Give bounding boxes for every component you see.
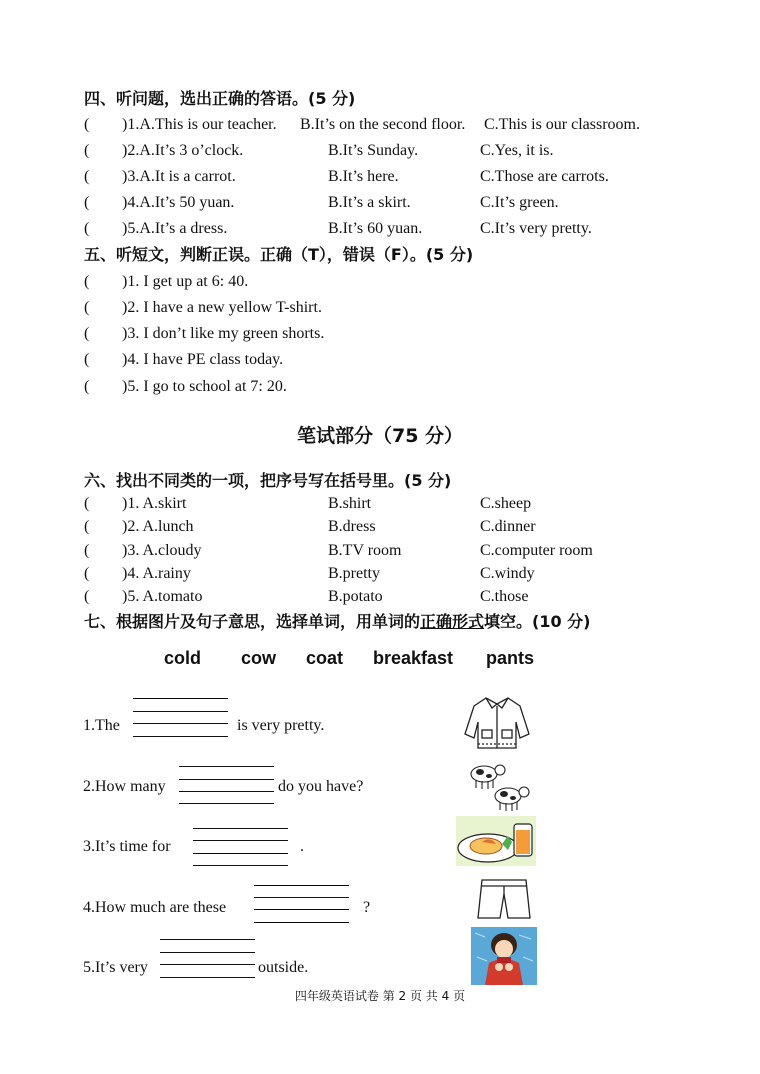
answer-bracket[interactable]: (: [84, 194, 90, 211]
breakfast-picture: [456, 816, 536, 866]
option-c: C.those: [480, 588, 529, 605]
answer-bracket[interactable]: (: [84, 273, 90, 290]
writing-line: [254, 897, 349, 898]
option-c: C.It’s green.: [480, 194, 559, 211]
section-4-heading: 四、听问题，选出正确的答语。(5 分): [84, 89, 356, 108]
section-6-heading: 六、找出不同类的一项，把序号写在括号里。(5 分): [84, 471, 452, 490]
writing-line[interactable]: [160, 964, 255, 965]
section-7-heading: [84, 612, 591, 632]
answer-bracket[interactable]: (: [84, 325, 90, 342]
answer-bracket[interactable]: (: [84, 116, 90, 133]
word-pants: pants: [486, 648, 535, 668]
writing-line: [160, 952, 255, 953]
statement-text: )4. I have PE class today.: [122, 351, 284, 368]
writing-line[interactable]: [179, 779, 274, 780]
fill-3-prefix: 3.It’s time for: [83, 838, 171, 855]
option-b: B.potato: [328, 588, 383, 605]
option-a: )2.A.It’s 3 o’clock.: [122, 142, 244, 159]
writing-line: [193, 828, 288, 829]
writing-line: [254, 922, 349, 923]
option-b: B.dress: [328, 518, 376, 535]
fill-4-prefix: 4.How much are these: [83, 899, 227, 916]
fill-5-prefix: 5.It’s very: [83, 959, 148, 976]
option-a: )4.A.It’s 50 yuan.: [122, 194, 235, 211]
statement-text: )2. I have a new yellow T-shirt.: [122, 299, 322, 316]
answer-bracket[interactable]: (: [84, 565, 90, 582]
statement-text: )5. I go to school at 7: 20.: [122, 378, 287, 395]
writing-line: [133, 736, 228, 737]
answer-bracket[interactable]: (: [84, 495, 90, 512]
option-c: C.This is our classroom.: [484, 116, 640, 133]
answer-bracket[interactable]: (: [84, 351, 90, 368]
word-breakfast: breakfast: [373, 648, 454, 668]
option-c: C.dinner: [480, 518, 536, 535]
word-coat: coat: [306, 648, 344, 668]
option-a: )5. A.tomato: [122, 588, 203, 605]
answer-bracket[interactable]: (: [84, 168, 90, 185]
writing-line: [179, 766, 274, 767]
word-cow: cow: [241, 648, 277, 668]
fill-2-prefix: 2.How many: [83, 778, 166, 795]
option-a: )3. A.cloudy: [122, 542, 202, 559]
answer-bracket[interactable]: (: [84, 518, 90, 535]
option-b: B.TV room: [328, 542, 402, 559]
pants-picture: [476, 876, 532, 922]
writing-line: [193, 853, 288, 854]
fill-4-suffix: ?: [363, 899, 371, 916]
answer-bracket[interactable]: (: [84, 378, 90, 395]
option-b: B.It’s Sunday.: [328, 142, 419, 159]
page-footer: 四年级英语试卷 第 2 页 共 4 页: [294, 989, 466, 1003]
writing-line: [133, 698, 228, 699]
option-a: )3.A.It is a carrot.: [122, 168, 236, 185]
option-c: C.computer room: [480, 542, 593, 559]
answer-bracket[interactable]: (: [84, 220, 90, 237]
writing-line[interactable]: [193, 840, 288, 841]
option-b: B.It’s 60 yuan.: [328, 220, 423, 237]
fill-1-prefix: 1.The: [83, 717, 120, 734]
answer-bracket[interactable]: (: [84, 299, 90, 316]
heading-text: 七、根据图片及句子意思，选择单词，用单词的: [84, 612, 421, 631]
option-b: B.It’s on the second floor.: [300, 116, 466, 133]
option-c: C.It’s very pretty.: [480, 220, 592, 237]
statement-text: )3. I don’t like my green shorts.: [122, 325, 325, 342]
writing-line: [160, 939, 255, 940]
coat-picture: [462, 694, 532, 752]
cows-picture: [464, 758, 534, 812]
option-a: )5.A.It’s a dress.: [122, 220, 228, 237]
option-c: C.Those are carrots.: [480, 168, 609, 185]
answer-bracket[interactable]: (: [84, 142, 90, 159]
cold-girl-picture: [471, 927, 537, 985]
heading-text-end: 填空。(10 分): [484, 612, 591, 631]
writing-line[interactable]: [133, 723, 228, 724]
option-b: B.It’s a skirt.: [328, 194, 411, 211]
writing-line[interactable]: [254, 909, 349, 910]
answer-bracket[interactable]: (: [84, 588, 90, 605]
statement-text: )1. I get up at 6: 40.: [122, 273, 249, 290]
option-a: )1.A.This is our teacher.: [122, 116, 277, 133]
fill-3-suffix: .: [300, 838, 304, 855]
option-b: B.pretty: [328, 565, 380, 582]
fill-1-suffix: is very pretty.: [237, 717, 325, 734]
writing-line: [133, 711, 228, 712]
fill-5-suffix: outside.: [258, 959, 309, 976]
written-part-title: 笔试部分（75 分）: [296, 425, 464, 447]
option-c: C.sheep: [480, 495, 532, 512]
fill-2-suffix: do you have?: [278, 778, 364, 795]
word-cold: cold: [164, 648, 202, 668]
heading-underlined: 正确形式: [420, 612, 485, 631]
option-b: B.shirt: [328, 495, 372, 512]
section-5-heading: 五、听短文，判断正误。正确（T），错误（F）。(5 分): [84, 245, 474, 264]
answer-bracket[interactable]: (: [84, 542, 90, 559]
option-a: )4. A.rainy: [122, 565, 191, 582]
writing-line: [160, 977, 255, 978]
writing-line: [179, 803, 274, 804]
writing-line: [193, 865, 288, 866]
option-a: )2. A.lunch: [122, 518, 194, 535]
option-b: B.It’s here.: [328, 168, 399, 185]
option-c: C.Yes, it is.: [480, 142, 554, 159]
writing-line: [179, 791, 274, 792]
writing-line: [254, 885, 349, 886]
option-a: )1. A.skirt: [122, 495, 187, 512]
option-c: C.windy: [480, 565, 535, 582]
